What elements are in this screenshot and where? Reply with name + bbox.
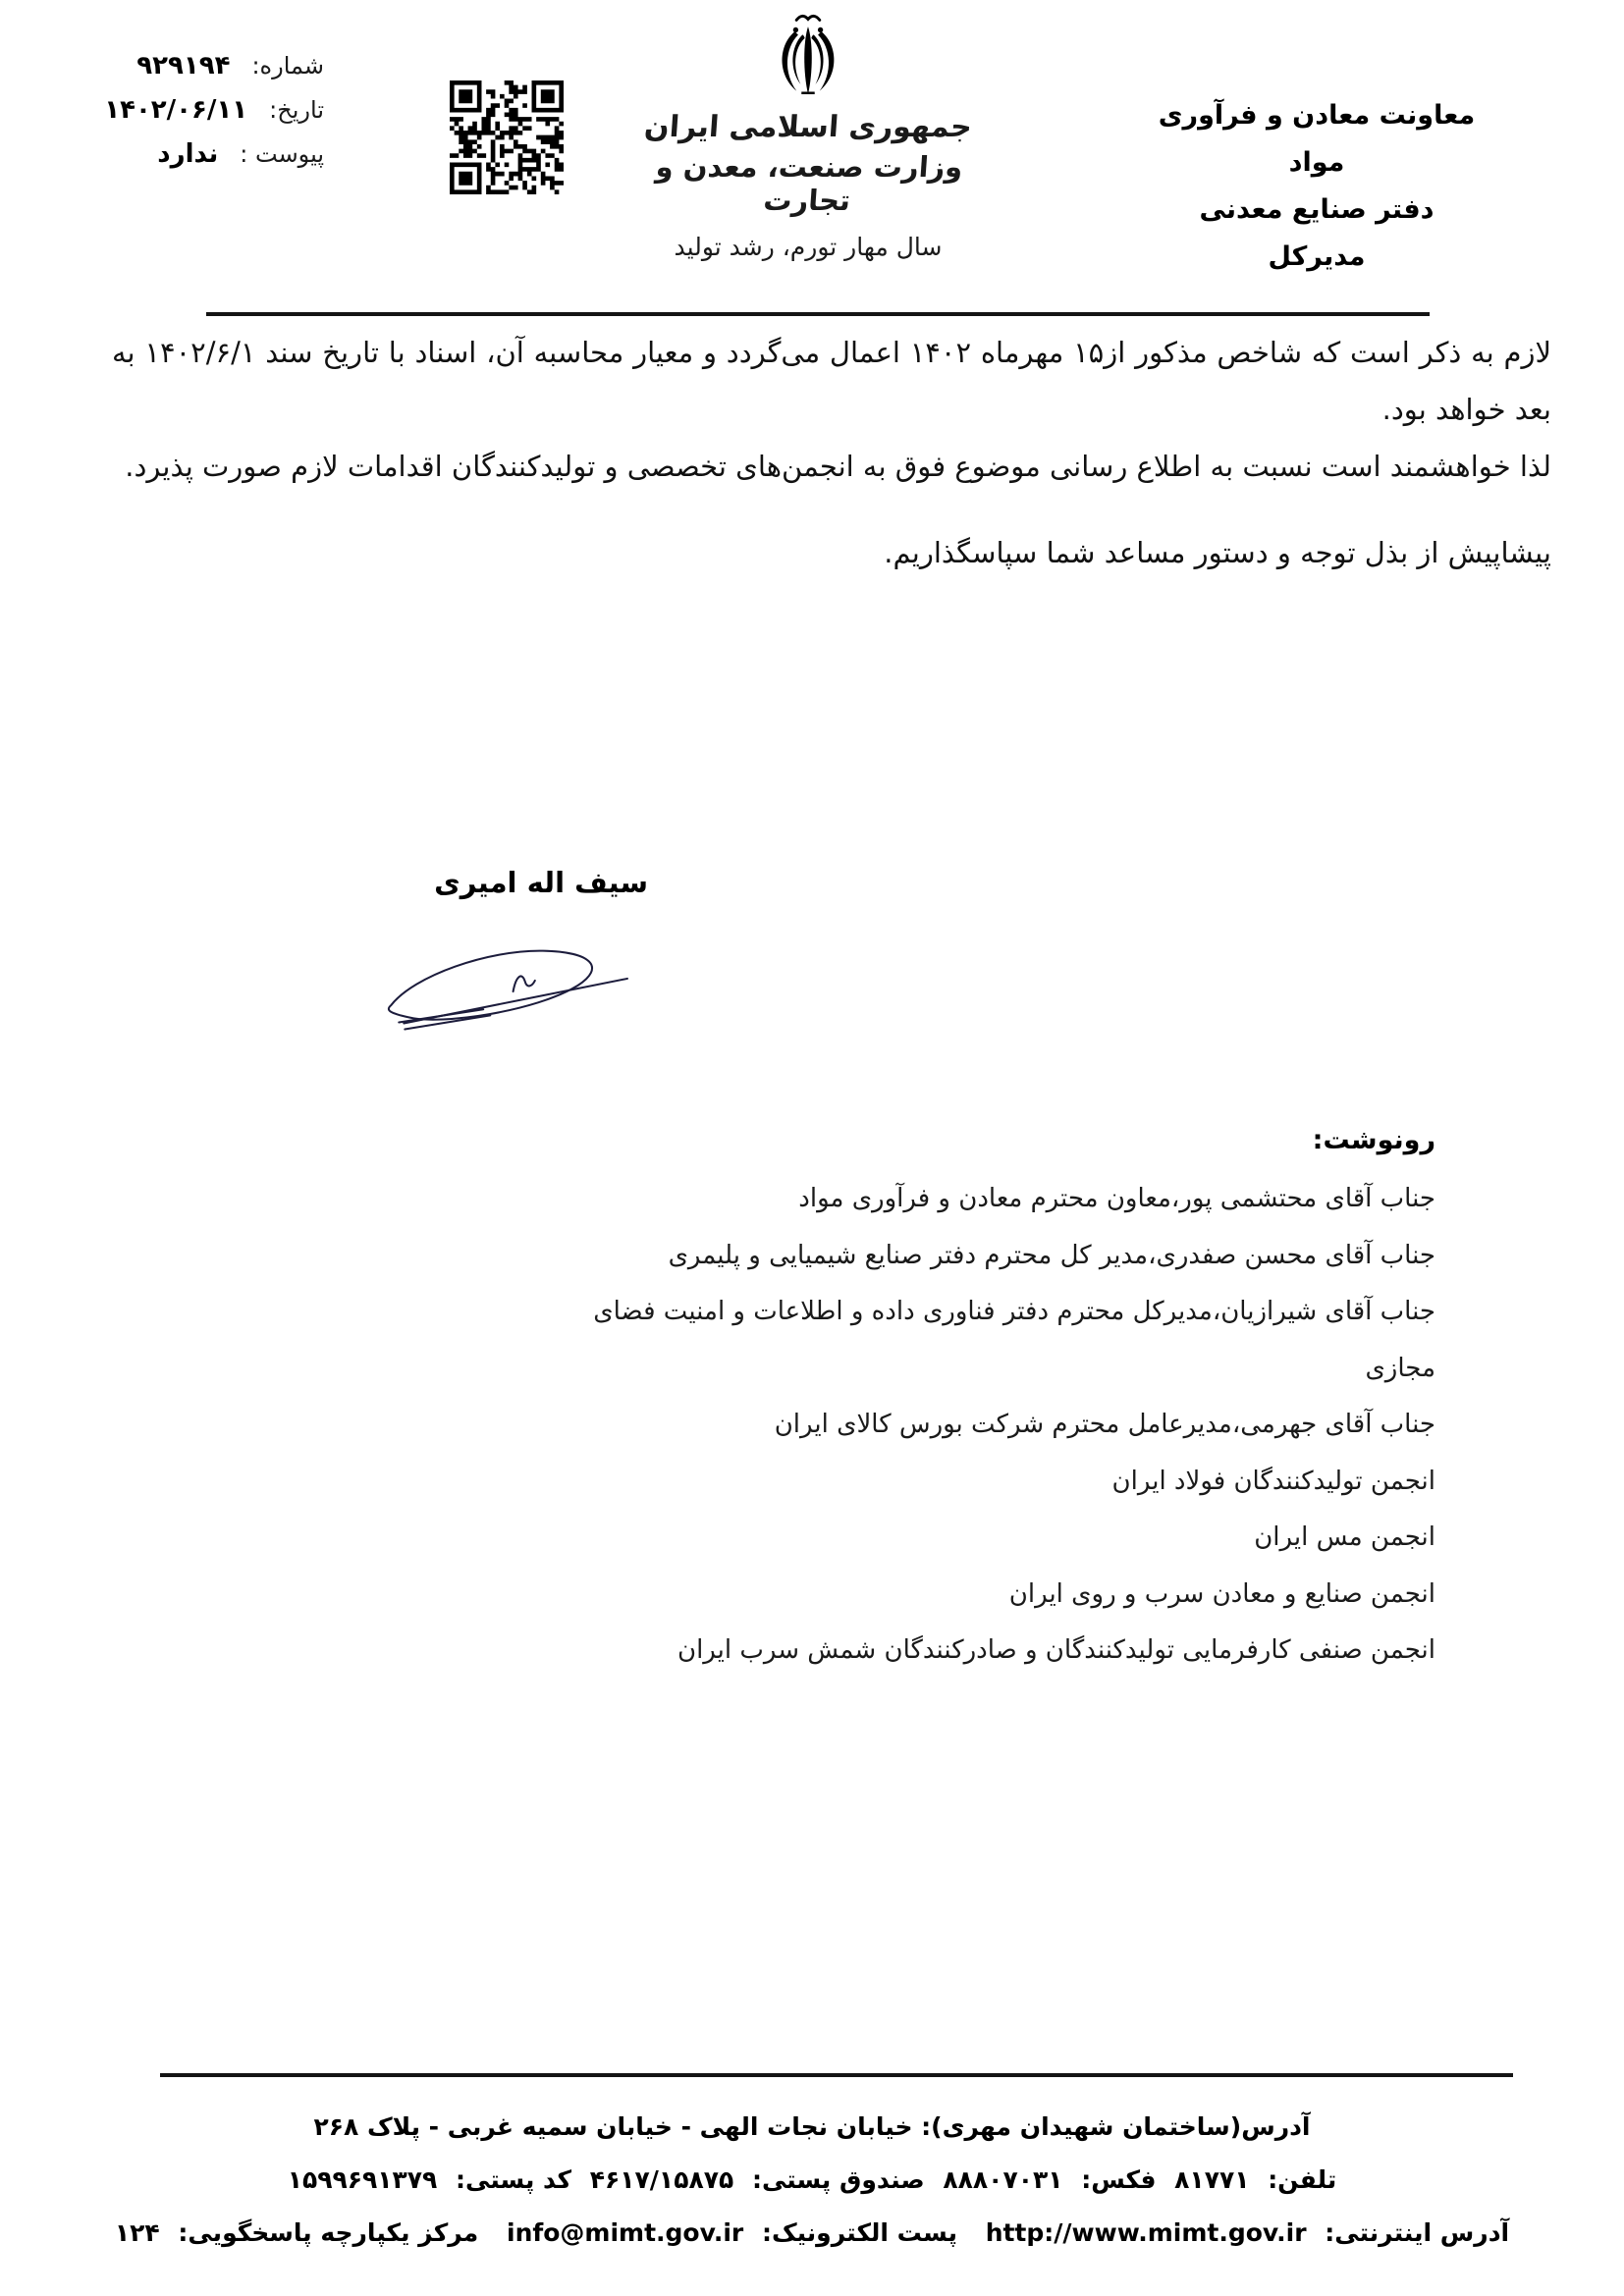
- body-paragraph-3: پیشاپیش از بذل توجه و دستور مساعد شما سپاسگذاریم.: [884, 536, 1551, 569]
- phone-label: تلفن:: [1268, 2165, 1337, 2194]
- fax-label: فکس:: [1081, 2165, 1157, 2194]
- letter-attachment-value: ندارد: [157, 139, 219, 169]
- iran-emblem-icon: [767, 12, 849, 106]
- letter-date-value: ۱۴۰۲/۰۶/۱۱: [104, 95, 248, 125]
- cc-item: جناب آقای شیرازیان،مدیرکل محترم دفتر فناوری داده و اطلاعات و امنیت فضای مجازی: [593, 1297, 1435, 1383]
- website-url: http://www.mimt.gov.ir: [985, 2218, 1307, 2247]
- cc-item: جناب آقای محتشمی پور،معاون محترم معادن و فرآوری مواد: [798, 1184, 1435, 1213]
- letter-number-row: [96, 51, 324, 80]
- letter-meta-block: [96, 51, 324, 184]
- letter-date-row: [96, 95, 324, 125]
- footer: [0, 2101, 1624, 2260]
- department-block: [1157, 92, 1477, 281]
- letterhead: [636, 12, 980, 261]
- cc-item: انجمن صنایع و معادن سرب و روی ایران: [1008, 1578, 1435, 1609]
- footer-contact-line: [0, 2154, 1624, 2207]
- footer-address: آدرس(ساختمان شهیدان مهری): خیابان نجات الهی - خیابان سمیه غربی - پلاک ۲۶۸: [313, 2112, 1311, 2141]
- cc-item: جناب آقای محسن صفدری،مدیر کل محترم دفتر صنایع شیمیایی و پلیمری: [668, 1240, 1435, 1270]
- cc-item: انجمن مس ایران: [1254, 1522, 1435, 1552]
- cc-item: انجمن تولیدکنندگان فولاد ایران: [1111, 1466, 1435, 1496]
- footer-divider: [160, 2073, 1513, 2077]
- body-paragraph-1: لازم به ذکر است که شاخص مذکور از۱۵ مهرماه ۱۴۰۲ اعمال می‌گردد و معیار محاسبه آن، اسناد با تاریخ سند ۱۴۰۲/۶/۱ به بعد خواهد بود.: [112, 336, 1551, 426]
- hotline-value: ۱۲۴: [114, 2218, 160, 2247]
- body-paragraph-2: لذا خواهشمند است نسبت به اطلاع رسانی موضوع فوق به انجمن‌های تخصصی و تولیدکنندگان اقدامات لازم صورت پذیرد.: [125, 450, 1551, 483]
- letter-attachment-label: پیوست :: [240, 140, 324, 168]
- letter-body: [112, 324, 1551, 581]
- department-line-2: دفتر صنایع معدنی: [1199, 194, 1435, 225]
- postcode-label: کد پستی:: [456, 2165, 572, 2194]
- country-title: جمهوری اسلامی ایران: [642, 110, 974, 145]
- fax-value: ۸۸۸۰۷۰۳۱: [943, 2165, 1063, 2194]
- email-value: info@mimt.gov.ir: [507, 2218, 744, 2247]
- phone-value: ۸۱۷۷۱: [1174, 2165, 1250, 2194]
- postcode-value: ۱۵۹۹۶۹۱۳۷۹: [287, 2165, 438, 2194]
- pobox-label: صندوق پستی:: [751, 2165, 925, 2194]
- department-line-3: مدیرکل: [1268, 241, 1366, 272]
- qr-code: [450, 80, 564, 194]
- letter-attachment-row: [96, 139, 324, 169]
- signatory-name: سیف اله امیری: [434, 866, 648, 899]
- letter-date-label: تاریخ:: [269, 96, 324, 124]
- header-divider: [206, 312, 1430, 316]
- footer-online-line: [0, 2207, 1624, 2260]
- handwritten-signature: [379, 933, 632, 1035]
- department-line-1: معاونت معادن و فرآوری مواد: [1158, 100, 1476, 178]
- website-label: آدرس اینترنتی:: [1325, 2218, 1510, 2247]
- cc-title: رونوشت:: [1312, 1125, 1435, 1155]
- year-slogan: سال مهار تورم، رشد تولید: [674, 233, 943, 262]
- email-label: پست الکترونیک:: [761, 2218, 957, 2247]
- cc-item: جناب آقای جهرمی،مدیرعامل محترم شرکت بورس کالای ایران: [774, 1410, 1435, 1439]
- pobox-value: ۴۶۱۷/۱۵۸۷۵: [589, 2165, 734, 2194]
- letter-number-label: شماره:: [251, 52, 324, 80]
- ministry-title: وزارت صنعت، معدن و تجارت: [654, 150, 964, 218]
- hotline-label: مرکز یکپارچه پاسخگویی:: [178, 2218, 479, 2247]
- cc-item: انجمن صنفی کارفرمایی تولیدکنندگان و صادرکنندگان شمش سرب ایران: [677, 1635, 1435, 1665]
- letter-number-value: ۹۲۹۱۹۴: [136, 51, 231, 80]
- cc-section: [552, 1125, 1435, 1680]
